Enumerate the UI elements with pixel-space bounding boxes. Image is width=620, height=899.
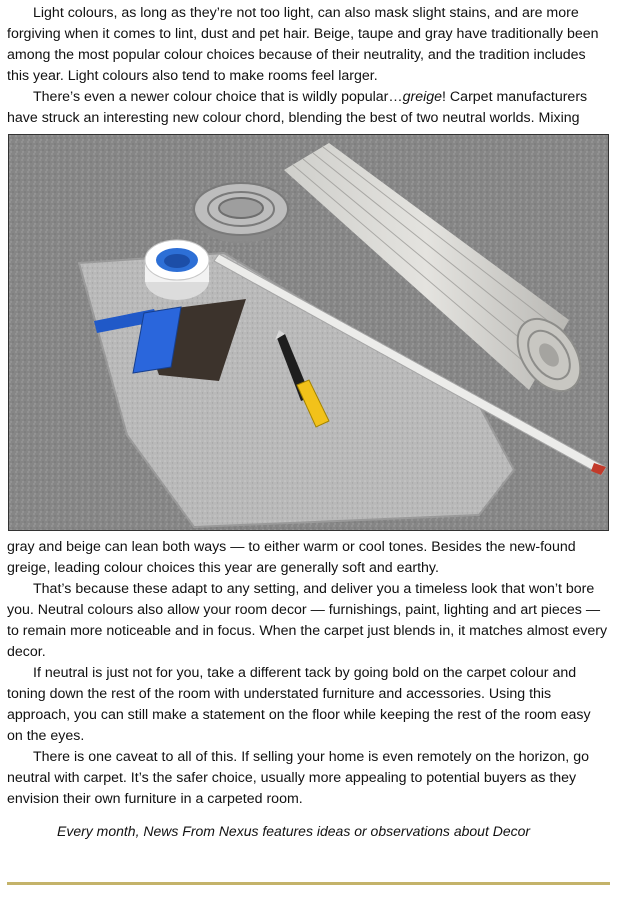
paragraph-1: Light colours, as long as they’re not too light, can also mask slight stains, and are more forgiving when it comes to lint, dust and pet hair. Beige, taupe and gray have traditionally been among the most popular colour choices because of their neutrality, and the tradition includes this year. Light colours also tend to make rooms feel larger. — [7, 5, 599, 84]
paragraph-2-continued: gray and beige can lean both ways — to either warm or cool tones. Besides the new-found greige, leading colour choices this year are generally soft and earthy. — [7, 539, 576, 576]
paragraph-2 — [7, 87, 610, 129]
footer-note: Every month, News From Nexus features ideas or observations about Decor — [57, 823, 531, 839]
article-body — [7, 3, 610, 810]
greige-emphasis: greige — [402, 89, 443, 105]
paragraph-2-start: There’s even a newer colour choice that is wildly popular… — [33, 89, 403, 105]
paragraph-4: If neutral is just not for you, take a different tack by going bold on the carpet colour and toning down the rest of the room with understated furniture and accessories. Using this approach, you can still make a statement on the floor while keeping the rest of the room easy on the eyes. — [7, 665, 591, 744]
carpet-tools-photo — [8, 134, 609, 531]
paragraph-3: That’s because these adapt to any setting, and deliver you a timeless look that won’t bore you. Neutral colours also allow your room decor — furnishings, paint, lighting and art pieces — to remain more noticeable and in focus. When the carpet just blends in, it matches almost every decor. — [7, 581, 608, 660]
tape-roll — [145, 240, 209, 300]
coiled-carpet-strip — [194, 183, 288, 243]
paragraph-5: There is one caveat to all of this. If selling your home is even remotely on the horizon, go neutral with carpet. It’s the safer choice, usually more appealing to potential buyers as they envision their own furniture in a carpeted room. — [7, 749, 589, 807]
footer-rule — [7, 882, 610, 885]
paragraph-2-middle: ! Carpet manufacturers have struck an interesting new colour chord, blending the best of two neutral worlds. Mixing — [7, 89, 588, 126]
